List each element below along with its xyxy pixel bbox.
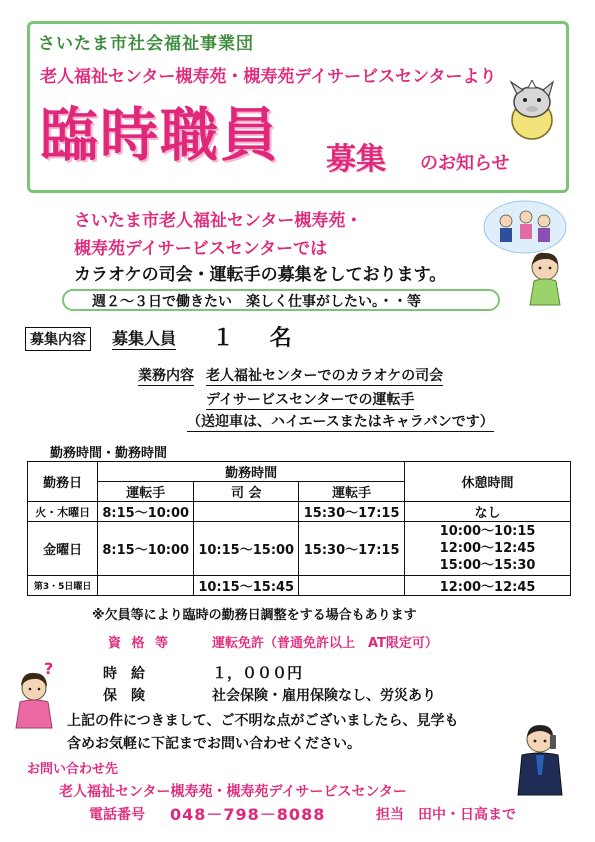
insurance-label: 保険 <box>103 688 159 704</box>
page-title: 臨時職員 <box>40 101 281 169</box>
qualification-label: 資 格 等 <box>108 636 172 651</box>
body-line-2: 含めお気軽に下記までお問い合わせください。 <box>67 736 361 752</box>
row-rest: 12:00～12:45 <box>405 576 571 596</box>
schedule-title: 勤務時間・勤務時間 <box>50 446 168 461</box>
table-row <box>28 502 571 522</box>
question-mark-icon <box>10 660 60 730</box>
row-driver-2 <box>299 576 405 596</box>
businessman-phone-icon <box>512 719 568 797</box>
title-recruit: 募集 <box>326 142 386 177</box>
sub-mc: 司 会 <box>194 482 299 502</box>
table-row <box>28 522 571 576</box>
contact-label: お問い合わせ先 <box>27 762 119 777</box>
header-day: 勤務日 <box>28 462 98 502</box>
header-work: 勤務時間 <box>98 462 405 482</box>
rest-time: 12:00～12:45 <box>439 541 536 556</box>
row-driver-1: 8:15～10:00 <box>98 522 194 576</box>
rhino-mascot-icon <box>503 80 561 142</box>
intro-line-2: 槻寿苑デイサービスセンターでは <box>74 239 328 259</box>
row-driver-2: 15:30～17:15 <box>299 522 405 576</box>
phone-label: 電話番号 <box>89 807 145 823</box>
svg-text:?: ? <box>44 660 54 678</box>
row-day: 火・木曜日 <box>28 502 98 522</box>
facility-from: 老人福祉センター槻寿苑・槻寿苑デイサービスセンターより <box>40 67 497 87</box>
appeal-banner: 週２～３日で働きたい 楽しく仕事がしたい。・・等 <box>62 289 500 311</box>
work-label: 業務内容 <box>138 365 194 386</box>
wage-value: １，０００円 <box>212 664 303 682</box>
insurance-value: 社会保険・雇用保険なし、労災あり <box>212 688 436 704</box>
intro-line-1: さいたま市老人福祉センター槻寿苑・ <box>74 211 363 231</box>
sub-driver-2: 運転手 <box>299 482 405 502</box>
organization-name: さいたま市社会福祉事業団 <box>38 34 254 54</box>
row-rest <box>405 522 571 576</box>
row-mc <box>194 502 299 522</box>
table-row <box>28 576 571 596</box>
row-rest: なし <box>405 502 571 522</box>
qualification-value: 運転免許（普通免許以上 AT限定可） <box>212 636 438 651</box>
recruit-box-label: 募集内容 <box>25 327 91 351</box>
contact-organization: 老人福祉センター槻寿苑・槻寿苑デイサービスセンター <box>59 784 407 800</box>
row-driver-2: 15:30～17:15 <box>299 502 405 522</box>
sub-driver-1: 運転手 <box>98 482 194 502</box>
row-driver-1 <box>98 576 194 596</box>
work-line-2: デイサービスセンターでの運転手 <box>206 389 414 410</box>
intro-line-3: カラオケの司会・運転手の募集をしております。 <box>74 265 447 285</box>
thinking-woman-icon <box>522 249 568 307</box>
karaoke-people-icon <box>482 199 568 255</box>
wage-label: 時給 <box>103 666 159 682</box>
people-count: １ 名 <box>212 326 306 351</box>
schedule-note: ※欠員等により臨時の勤務日調整をする場合もあります <box>92 608 417 623</box>
title-notice: のお知らせ <box>420 153 510 174</box>
rest-time: 10:00～10:15 <box>439 524 536 539</box>
people-label: 募集人員 <box>112 326 176 350</box>
schedule-table <box>27 461 571 596</box>
row-day: 金曜日 <box>28 522 98 576</box>
row-mc: 10:15～15:45 <box>194 576 299 596</box>
phone-number: 048－798－8088 <box>170 805 326 824</box>
row-day: 第3・5日曜日 <box>28 576 98 596</box>
body-line-1: 上記の件につきまして、ご不明な点がございましたら、見学も <box>67 713 459 729</box>
row-mc: 10:15～15:00 <box>194 522 299 576</box>
contact-person: 担当 田中・日高まで <box>376 807 516 823</box>
work-line-1: 老人福祉センターでのカラオケの司会 <box>206 365 443 386</box>
work-line-3: （送迎車は、ハイエースまたはキャラバンです） <box>187 411 494 432</box>
row-driver-1: 8:15～10:00 <box>98 502 194 522</box>
rest-time: 15:00～15:30 <box>439 558 536 573</box>
header-rest: 休憩時間 <box>405 462 571 502</box>
